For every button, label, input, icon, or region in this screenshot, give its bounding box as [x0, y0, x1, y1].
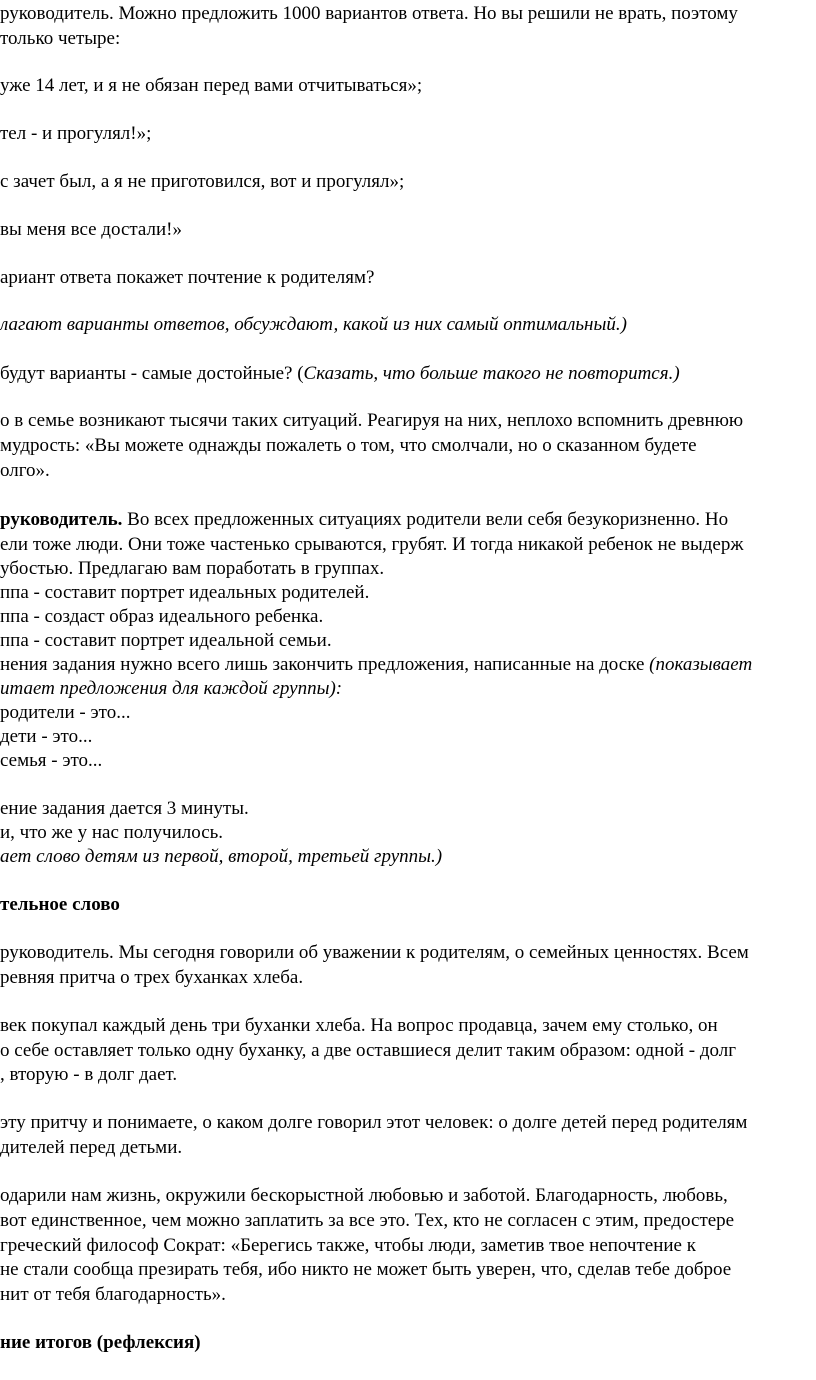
italic-text: Сказать, что больше такого не повторится.)	[303, 363, 680, 384]
text-segment: ппа - составит портрет идеальных родителей.	[0, 582, 370, 603]
italic-text: (показывает	[649, 654, 753, 675]
text-line	[0, 966, 303, 990]
text-segment: о в семье возникают тысячи таких ситуаций. Реагируя на них, неплохо вспомнить древнюю	[0, 410, 744, 431]
text-segment: нит от тебя благодарность».	[0, 1284, 226, 1305]
text-segment: тел - и прогулял!»;	[0, 123, 152, 144]
text-segment: Во всех предложенных ситуациях родители вели себя безукоризненно. Но	[122, 509, 729, 530]
text-line	[0, 677, 342, 701]
italic-text: ает слово детям из первой, второй, третьей группы.)	[0, 846, 443, 867]
text-line	[0, 557, 384, 581]
text-line	[0, 533, 743, 557]
text-segment: вот единственное, чем можно заплатить за все это. Тех, кто не согласен с этим, предостере	[0, 1210, 735, 1231]
text-line	[0, 605, 323, 629]
text-line	[0, 1331, 201, 1355]
text-line	[0, 122, 151, 146]
text-segment: о себе оставляет только одну буханку, а две оставшиеся делит таким образом: одной - долг	[0, 1040, 737, 1061]
text-segment: родители - это...	[0, 702, 131, 723]
text-line	[0, 508, 728, 532]
text-line	[0, 266, 374, 290]
italic-text: лагают варианты ответов, обсуждают, какой из них самый оптимальный.)	[0, 314, 627, 335]
text-segment: нения задания нужно всего лишь закончить предложения, написанные на доске	[0, 654, 650, 675]
text-line	[0, 653, 752, 677]
text-segment: дителей перед детьми.	[0, 1137, 183, 1158]
text-line	[0, 1063, 177, 1087]
text-segment: эту притчу и понимаете, о каком долге говорил этот человек: о долге детей перед родителям	[0, 1112, 748, 1133]
bold-text: руководитель.	[0, 509, 123, 530]
text-line	[0, 1283, 226, 1307]
text-line	[0, 1136, 182, 1160]
text-segment: ариант ответа покажет почтение к родителям?	[0, 267, 375, 288]
text-segment: будут варианты - самые достойные? (	[0, 363, 304, 384]
text-line	[0, 459, 50, 483]
text-line	[0, 821, 223, 845]
text-segment: одарили нам жизнь, окружили бескорыстной любовью и заботой. Благодарность, любовь,	[0, 1185, 728, 1206]
text-line	[0, 2, 738, 26]
text-segment: ревняя притча о трех буханках хлеба.	[0, 967, 304, 988]
text-line	[0, 581, 369, 605]
text-segment: вы меня все достали!»	[0, 219, 182, 240]
text-segment: и, что же у нас получилось.	[0, 822, 224, 843]
text-line	[0, 74, 422, 98]
text-segment: ппа - создаст образ идеального ребенка.	[0, 606, 324, 627]
text-line	[0, 893, 120, 917]
text-line	[0, 1111, 747, 1135]
text-line	[0, 629, 332, 653]
text-line	[0, 749, 102, 773]
text-segment: семья - это...	[0, 750, 103, 771]
italic-text: итает предложения для каждой группы):	[0, 678, 343, 699]
text-segment: убостью. Предлагаю вам поработать в группах.	[0, 558, 385, 579]
text-line	[0, 845, 442, 869]
text-line	[0, 409, 743, 433]
text-segment: мудрость: «Вы можете однажды пожалеть о том, что смолчали, но о сказанном будете	[0, 435, 697, 456]
text-line	[0, 313, 627, 337]
text-segment: руководитель. Мы сегодня говорили об уважении к родителям, о семейных ценностях. Всем	[0, 942, 749, 963]
text-segment: уже 14 лет, и я не обязан перед вами отчитываться»;	[0, 75, 423, 96]
text-line	[0, 27, 120, 51]
text-segment: только четыре:	[0, 28, 121, 49]
text-line	[0, 170, 404, 194]
text-segment: ели тоже люди. Они тоже частенько срываются, грубят. И тогда никакой ребенок не выдерж	[0, 534, 744, 555]
text-line	[0, 1234, 696, 1258]
text-line	[0, 797, 249, 821]
text-segment: олго».	[0, 460, 50, 481]
text-segment: греческий философ Сократ: «Берегись также, чтобы люди, заметив твое непочтение к	[0, 1235, 696, 1256]
text-segment: с зачет был, а я не приготовился, вот и прогулял»;	[0, 171, 405, 192]
text-line	[0, 1014, 718, 1038]
text-segment: век покупал каждый день три буханки хлеба. На вопрос продавца, зачем ему столько, он	[0, 1015, 718, 1036]
text-line	[0, 1258, 731, 1282]
text-line	[0, 1209, 734, 1233]
text-segment: не стали сообща презирать тебя, ибо никто не может быть уверен, что, сделав тебе доброе	[0, 1259, 732, 1280]
text-line	[0, 434, 697, 458]
text-line	[0, 725, 92, 749]
text-line	[0, 1184, 728, 1208]
text-line	[0, 701, 130, 725]
text-line	[0, 941, 749, 965]
bold-text: ние итогов (рефлексия)	[0, 1332, 201, 1353]
text-line	[0, 218, 182, 242]
bold-text: тельное слово	[0, 894, 120, 915]
text-segment: , вторую - в долг дает.	[0, 1064, 178, 1085]
text-segment: дети - это...	[0, 726, 93, 747]
text-segment: ппа - составит портрет идеальной семьи.	[0, 630, 332, 651]
text-segment: руководитель. Можно предложить 1000 вариантов ответа. Но вы решили не врать, поэтому	[0, 3, 738, 24]
text-line	[0, 362, 680, 386]
text-line	[0, 1039, 736, 1063]
text-segment: ение задания дается 3 минуты.	[0, 798, 249, 819]
